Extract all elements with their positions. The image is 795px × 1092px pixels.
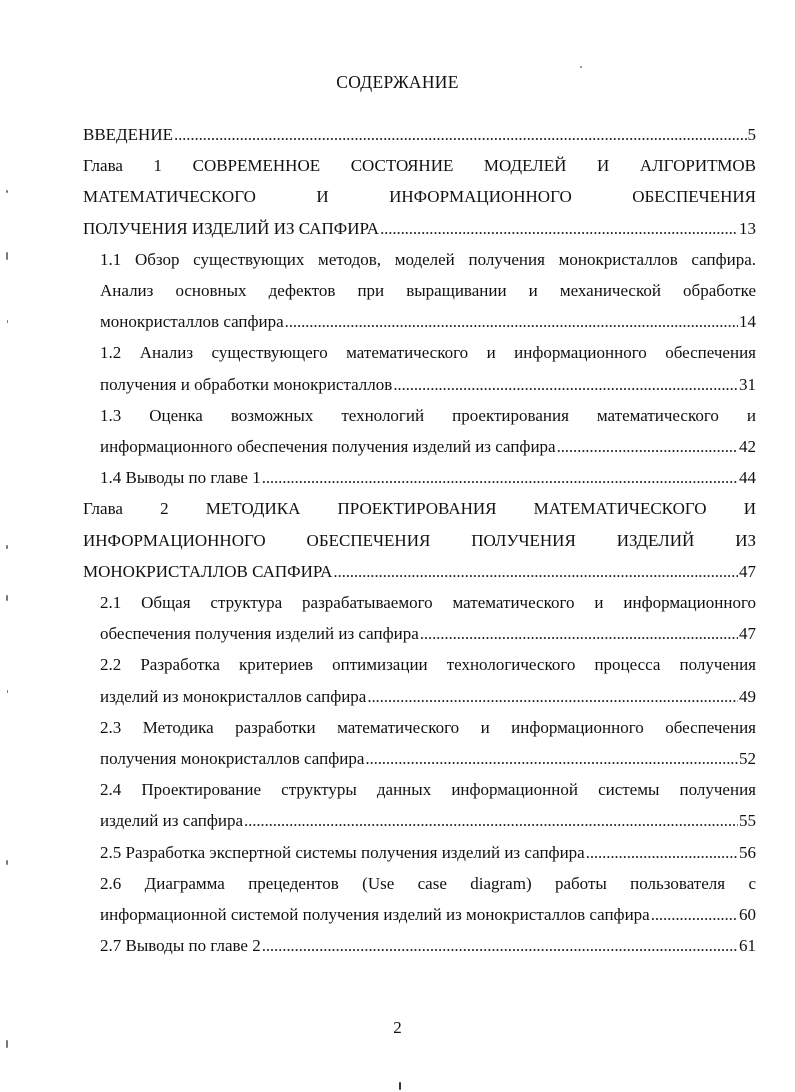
dot-leader bbox=[365, 743, 738, 774]
dot-leader bbox=[393, 369, 738, 400]
toc-entry bbox=[83, 868, 756, 930]
toc-entry-last-line bbox=[100, 306, 756, 337]
toc-entry-line: Глава 2 МЕТОДИКА ПРОЕКТИРОВАНИЯ МАТЕМАТИЧЕСКОГО И bbox=[83, 499, 756, 519]
toc-entry-line: 1.1 Обзор существующих методов, моделей получения монокристаллов сапфира. bbox=[100, 249, 756, 269]
table-of-contents bbox=[83, 119, 756, 961]
toc-page-number: 61 bbox=[739, 936, 756, 956]
toc-entry-title: изделий из сапфира bbox=[100, 811, 244, 831]
toc-entry-line: 1.2 Анализ существующего математического и информационного обеспечения bbox=[100, 343, 756, 363]
toc-entry-line: МАТЕМАТИЧЕСКОГО И ИНФОРМАЦИОННОГО ОБЕСПЕЧЕНИЯ bbox=[83, 187, 756, 207]
toc-entry-title: монокристаллов сапфира bbox=[100, 312, 284, 332]
scan-speck bbox=[6, 860, 8, 865]
dot-leader bbox=[244, 805, 738, 836]
toc-page-number: 52 bbox=[739, 749, 756, 769]
toc-page-number: 13 bbox=[739, 218, 756, 238]
scan-speck bbox=[7, 320, 8, 323]
toc-page-number: 42 bbox=[739, 437, 756, 457]
toc-entry-last-line bbox=[83, 556, 756, 587]
scan-speck bbox=[6, 545, 8, 549]
toc-entry-line: 2.4 Проектирование структуры данных информационной системы получения bbox=[100, 780, 756, 800]
toc-entry-last-line bbox=[100, 431, 756, 462]
dot-leader bbox=[586, 837, 738, 868]
toc-entry-last-line bbox=[100, 618, 756, 649]
toc-entry-last-line bbox=[100, 805, 756, 836]
toc-page-number: 31 bbox=[739, 374, 756, 394]
toc-entry bbox=[83, 587, 756, 649]
dot-leader bbox=[262, 930, 738, 961]
toc-entry-last-line bbox=[100, 681, 756, 712]
toc-page-number: 47 bbox=[739, 624, 756, 644]
toc-entry-title: информационной системой получения изделий из монокристаллов сапфира bbox=[100, 905, 650, 925]
toc-page-number: 44 bbox=[739, 468, 756, 488]
toc-page-number: 49 bbox=[739, 686, 756, 706]
page-title: СОДЕРЖАНИЕ bbox=[336, 72, 459, 92]
toc-page-number: 47 bbox=[739, 561, 756, 581]
toc-entry-title: МОНОКРИСТАЛЛОВ САПФИРА bbox=[83, 561, 333, 581]
dot-leader bbox=[262, 462, 738, 493]
toc-entry-line: Глава 1 СОВРЕМЕННОЕ СОСТОЯНИЕ МОДЕЛЕЙ И АЛГОРИТМОВ bbox=[83, 156, 756, 176]
toc-entry-title: получения монокристаллов сапфира bbox=[100, 749, 365, 769]
toc-entry-title: получения и обработки монокристаллов bbox=[100, 374, 393, 394]
toc-entry-last-line bbox=[100, 369, 756, 400]
dot-leader bbox=[557, 431, 738, 462]
toc-entry-title: изделий из монокристаллов сапфира bbox=[100, 686, 367, 706]
toc-entry-line: 2.6 Диаграмма прецедентов (Use case diagram) работы пользователя с bbox=[100, 873, 756, 893]
toc-entry bbox=[83, 774, 756, 836]
toc-entry-last-line bbox=[100, 930, 756, 961]
toc-entry bbox=[83, 837, 756, 868]
toc-entry-line: 1.3 Оценка возможных технологий проектирования математического и bbox=[100, 405, 756, 425]
scan-speck bbox=[7, 690, 8, 693]
toc-entry-title: обеспечения получения изделий из сапфира bbox=[100, 624, 419, 644]
toc-entry bbox=[83, 150, 756, 244]
toc-entry-title: ПОЛУЧЕНИЯ ИЗДЕЛИЙ ИЗ САПФИРА bbox=[83, 218, 380, 238]
toc-entry-title: 2.7 Выводы по главе 2 bbox=[100, 936, 261, 956]
toc-entry bbox=[83, 462, 756, 493]
dot-leader bbox=[174, 119, 747, 150]
toc-entry-last-line bbox=[83, 119, 756, 150]
dot-leader bbox=[333, 556, 738, 587]
toc-entry bbox=[83, 493, 756, 587]
toc-entry-line: 2.3 Методика разработки математического и информационного обеспечения bbox=[100, 717, 756, 737]
toc-page-number: 14 bbox=[739, 312, 756, 332]
page-number: 2 bbox=[393, 1018, 402, 1037]
dot-leader bbox=[380, 213, 738, 244]
toc-page-number: 5 bbox=[747, 125, 756, 144]
dot-leader bbox=[285, 306, 738, 337]
toc-entry-last-line bbox=[100, 837, 756, 868]
toc-entry-title: информационного обеспечения получения изделий из сапфира bbox=[100, 437, 556, 457]
toc-entry bbox=[83, 712, 756, 774]
toc-page-number: 60 bbox=[739, 905, 756, 925]
toc-entry bbox=[83, 400, 756, 462]
toc-entry-line: Анализ основных дефектов при выращивании и механической обработке bbox=[100, 281, 756, 301]
dot-leader bbox=[420, 618, 738, 649]
dot-leader bbox=[651, 899, 738, 930]
toc-entry bbox=[83, 244, 756, 338]
scan-speck bbox=[6, 1040, 8, 1048]
toc-entry-last-line bbox=[100, 462, 756, 493]
scan-speck bbox=[399, 1082, 401, 1090]
toc-page-number: 55 bbox=[739, 811, 756, 831]
scan-speck bbox=[6, 595, 8, 601]
toc-entry-last-line bbox=[100, 743, 756, 774]
scan-speck bbox=[6, 190, 8, 193]
scan-speck bbox=[6, 252, 8, 260]
toc-entry-title: 1.4 Выводы по главе 1 bbox=[100, 468, 261, 488]
toc-entry bbox=[83, 337, 756, 399]
toc-entry bbox=[83, 119, 756, 150]
toc-entry-title: ВВЕДЕНИЕ bbox=[83, 125, 173, 144]
toc-entry-line: ИНФОРМАЦИОННОГО ОБЕСПЕЧЕНИЯ ПОЛУЧЕНИЯ ИЗДЕЛИЙ ИЗ bbox=[83, 530, 756, 550]
toc-entry bbox=[83, 649, 756, 711]
toc-entry-line: 2.1 Общая структура разрабатываемого математического и информационного bbox=[100, 593, 756, 613]
toc-page-number: 56 bbox=[739, 842, 756, 862]
toc-entry-title: 2.5 Разработка экспертной системы получения изделий из сапфира bbox=[100, 842, 585, 862]
toc-entry bbox=[83, 930, 756, 961]
toc-entry-last-line bbox=[83, 213, 756, 244]
dot-leader bbox=[367, 681, 738, 712]
toc-entry-line: 2.2 Разработка критериев оптимизации технологического процесса получения bbox=[100, 655, 756, 675]
scan-speck bbox=[580, 66, 582, 68]
toc-entry-last-line bbox=[100, 899, 756, 930]
